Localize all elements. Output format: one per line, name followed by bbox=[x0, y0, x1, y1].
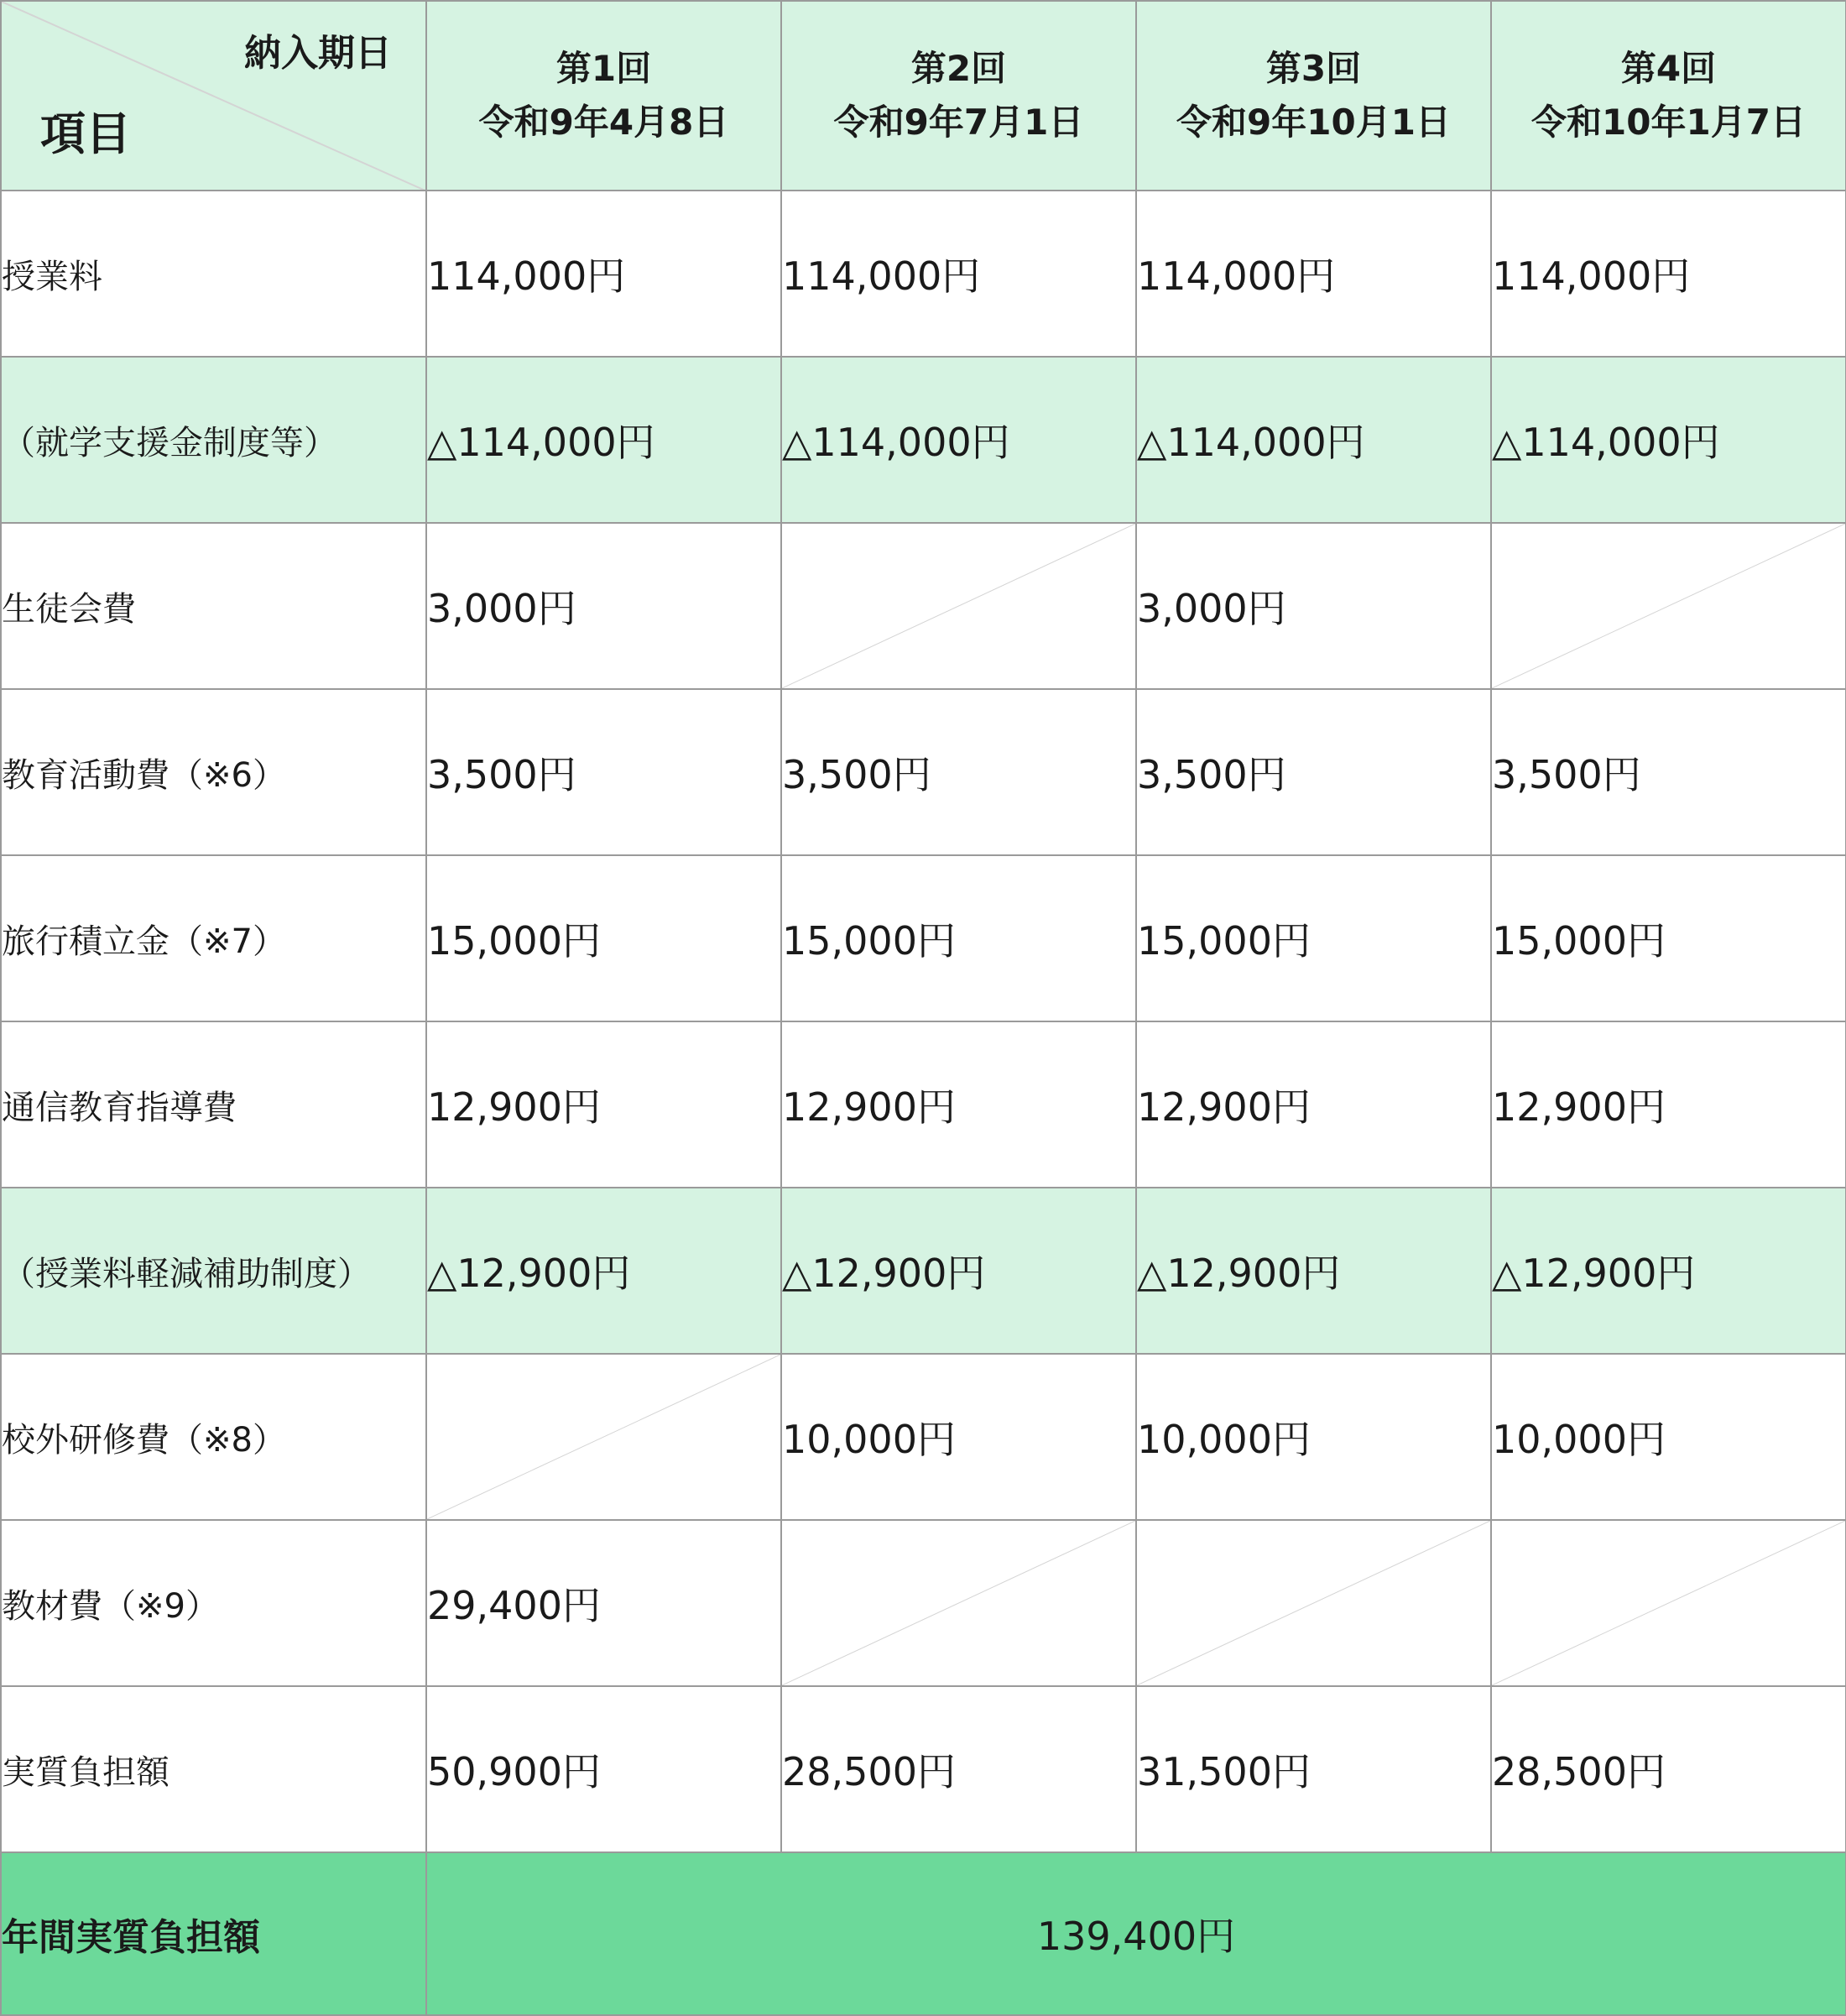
table-row bbox=[1, 855, 1846, 1021]
amount-cell: 3,500円 bbox=[781, 689, 1136, 855]
amount-cell: 15,000円 bbox=[426, 855, 781, 1021]
diagonal-slash-icon bbox=[1137, 1521, 1490, 1685]
total-row bbox=[1, 1852, 1846, 2015]
diagonal-slash-icon bbox=[1492, 1521, 1845, 1685]
amount-cell: 3,000円 bbox=[426, 523, 781, 689]
due-date: 令和9年7月1日 bbox=[833, 102, 1084, 143]
due-date-label: 納入期日 bbox=[244, 32, 392, 75]
corner-header-cell bbox=[1, 1, 426, 191]
empty-cell bbox=[426, 1354, 781, 1520]
amount-cell: △114,000円 bbox=[1136, 357, 1491, 523]
installment-header-4 bbox=[1491, 1, 1846, 191]
table-row bbox=[1, 357, 1846, 523]
empty-cell bbox=[1491, 1520, 1846, 1686]
empty-cell bbox=[1136, 1520, 1491, 1686]
amount-cell: 29,400円 bbox=[426, 1520, 781, 1686]
due-date: 令和9年10月1日 bbox=[1176, 102, 1451, 143]
total-label: 年間実質負担額 bbox=[1, 1852, 426, 2015]
due-date: 令和10年1月7日 bbox=[1531, 102, 1806, 143]
amount-cell: △12,900円 bbox=[1491, 1188, 1846, 1354]
amount-cell: △12,900円 bbox=[781, 1188, 1136, 1354]
amount-cell: 114,000円 bbox=[1491, 191, 1846, 357]
amount-cell: 15,000円 bbox=[781, 855, 1136, 1021]
round-label: 第3回 bbox=[1265, 48, 1362, 89]
amount-cell: 10,000円 bbox=[781, 1354, 1136, 1520]
empty-cell bbox=[781, 523, 1136, 689]
row-label: 教材費（※9） bbox=[1, 1520, 426, 1686]
row-label: 通信教育指導費 bbox=[1, 1021, 426, 1188]
table-row bbox=[1, 689, 1846, 855]
row-label: 旅行積立金（※7） bbox=[1, 855, 426, 1021]
round-label: 第4回 bbox=[1620, 48, 1717, 89]
amount-cell: 3,500円 bbox=[426, 689, 781, 855]
round-label: 第2回 bbox=[910, 48, 1007, 89]
amount-cell: 15,000円 bbox=[1491, 855, 1846, 1021]
amount-cell: 3,500円 bbox=[1136, 689, 1491, 855]
amount-cell: 12,900円 bbox=[781, 1021, 1136, 1188]
empty-cell bbox=[1491, 523, 1846, 689]
installment-header-1 bbox=[426, 1, 781, 191]
table-row bbox=[1, 1188, 1846, 1354]
row-label: 授業料 bbox=[1, 191, 426, 357]
amount-cell: 28,500円 bbox=[781, 1686, 1136, 1852]
amount-cell: 114,000円 bbox=[426, 191, 781, 357]
header-row bbox=[1, 1, 1846, 191]
row-label: 生徒会費 bbox=[1, 523, 426, 689]
amount-cell: 3,000円 bbox=[1136, 523, 1491, 689]
amount-cell: 10,000円 bbox=[1136, 1354, 1491, 1520]
diagonal-slash-icon bbox=[1492, 524, 1845, 688]
item-label: 項目 bbox=[40, 107, 131, 160]
diagonal-slash-icon bbox=[782, 524, 1135, 688]
amount-cell: 12,900円 bbox=[1136, 1021, 1491, 1188]
row-label: 教育活動費（※6） bbox=[1, 689, 426, 855]
installment-header-3 bbox=[1136, 1, 1491, 191]
table-row bbox=[1, 1520, 1846, 1686]
amount-cell: 12,900円 bbox=[1491, 1021, 1846, 1188]
row-label: 実質負担額 bbox=[1, 1686, 426, 1852]
amount-cell: 10,000円 bbox=[1491, 1354, 1846, 1520]
amount-cell: 114,000円 bbox=[781, 191, 1136, 357]
amount-cell: △12,900円 bbox=[1136, 1188, 1491, 1354]
row-label: （就学支援金制度等） bbox=[1, 357, 426, 523]
row-label: 校外研修費（※8） bbox=[1, 1354, 426, 1520]
due-date: 令和9年4月8日 bbox=[478, 102, 729, 143]
table-row bbox=[1, 191, 1846, 357]
table-row bbox=[1, 1021, 1846, 1188]
amount-cell: △12,900円 bbox=[426, 1188, 781, 1354]
amount-cell: △114,000円 bbox=[781, 357, 1136, 523]
installment-header-2 bbox=[781, 1, 1136, 191]
empty-cell bbox=[781, 1520, 1136, 1686]
diagonal-slash-icon bbox=[782, 1521, 1135, 1685]
amount-cell: 28,500円 bbox=[1491, 1686, 1846, 1852]
amount-cell: △114,000円 bbox=[426, 357, 781, 523]
table-row bbox=[1, 1686, 1846, 1852]
row-label: （授業料軽減補助制度） bbox=[1, 1188, 426, 1354]
table-row bbox=[1, 523, 1846, 689]
table-row bbox=[1, 1354, 1846, 1520]
amount-cell: 114,000円 bbox=[1136, 191, 1491, 357]
diagonal-slash-icon bbox=[427, 1355, 780, 1519]
amount-cell: 31,500円 bbox=[1136, 1686, 1491, 1852]
amount-cell: 3,500円 bbox=[1491, 689, 1846, 855]
amount-cell: △114,000円 bbox=[1491, 357, 1846, 523]
round-label: 第1回 bbox=[555, 48, 652, 89]
amount-cell: 15,000円 bbox=[1136, 855, 1491, 1021]
total-amount: 139,400円 bbox=[426, 1852, 1846, 2015]
amount-cell: 12,900円 bbox=[426, 1021, 781, 1188]
amount-cell: 50,900円 bbox=[426, 1686, 781, 1852]
